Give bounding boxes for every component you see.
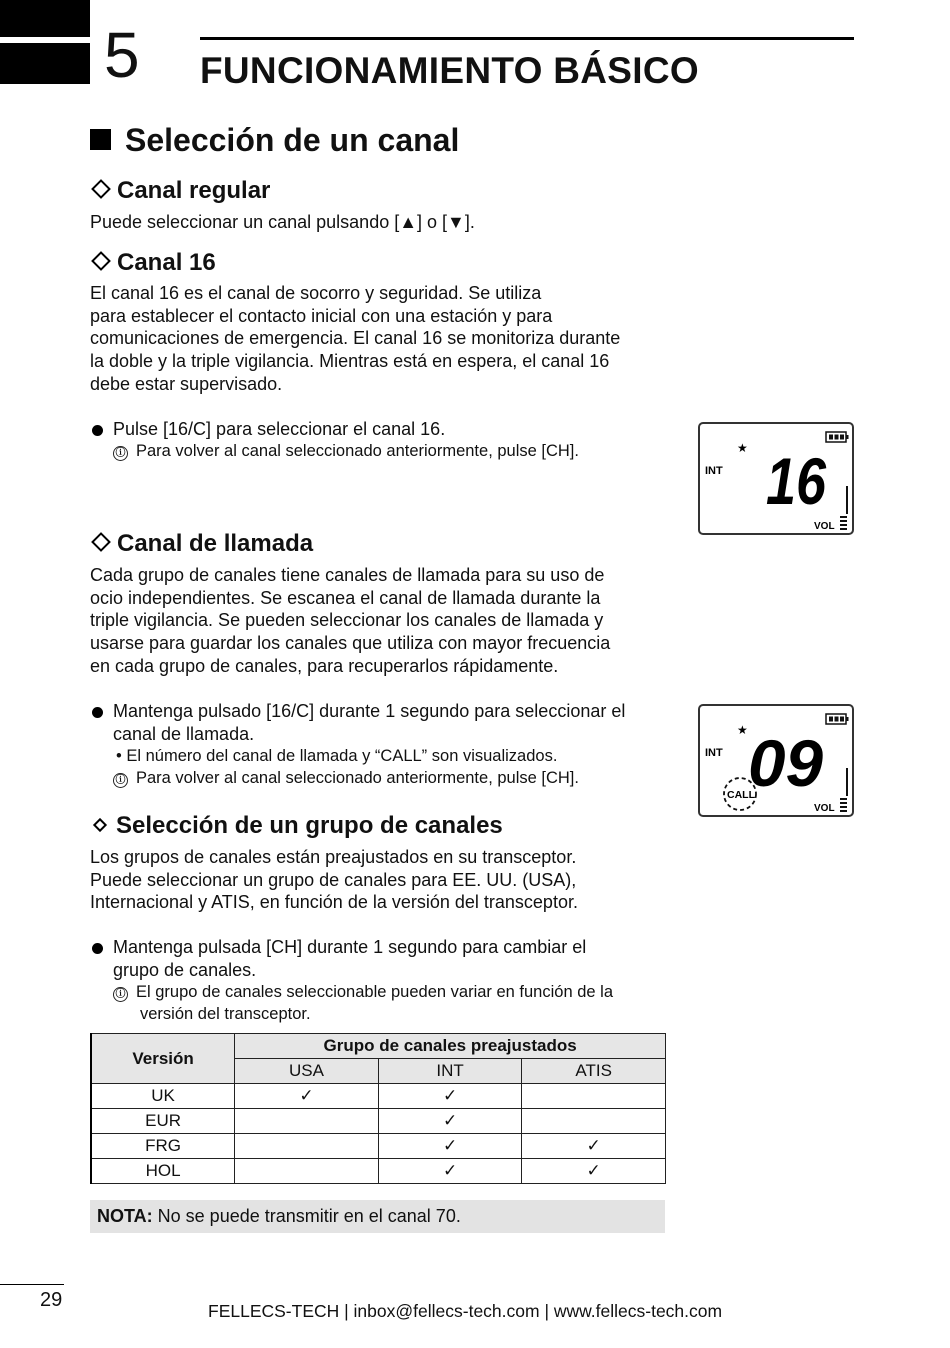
lcd-label-vol: VOL bbox=[814, 521, 835, 532]
lcd-label-int: INT bbox=[705, 747, 723, 759]
bullet-text: Pulse [16/C] para seleccionar el canal 16. bbox=[113, 419, 446, 439]
heading-canal-16-text: Canal 16 bbox=[117, 249, 216, 276]
bullet-text-line: canal de llamada. bbox=[113, 724, 255, 744]
lcd-channel-digits: 16 bbox=[766, 444, 828, 518]
lcd-channel-digits: 09 bbox=[748, 726, 824, 800]
battery-icon bbox=[826, 432, 849, 442]
grupo-bullet bbox=[90, 936, 680, 1025]
info-note bbox=[113, 441, 670, 463]
canal-regular-text: Puede seleccionar un canal pulsando [▲] o [▼]. bbox=[90, 212, 475, 232]
info-note bbox=[113, 982, 680, 1004]
grupo-paragraph bbox=[90, 846, 578, 914]
section-title bbox=[90, 120, 459, 160]
canal-de-llamada-bullet bbox=[90, 700, 680, 789]
section-title-text: Selección de un canal bbox=[125, 122, 460, 158]
bullet-dot-icon bbox=[92, 425, 103, 436]
table-row bbox=[91, 1109, 666, 1134]
lcd-label-int: INT bbox=[705, 465, 723, 477]
paragraph-line: debe estar supervisado. bbox=[90, 373, 283, 394]
call-indicator bbox=[724, 778, 756, 810]
diamond-icon bbox=[93, 818, 107, 832]
table-header-version: Versión bbox=[91, 1034, 235, 1084]
paragraph-line: El canal 16 es el canal de socorro y seguridad. Se utiliza bbox=[90, 283, 542, 303]
bullet-text-line: Mantenga pulsada [CH] durante 1 segundo para cambiar el bbox=[113, 937, 587, 957]
table-cell: ✓ bbox=[378, 1134, 522, 1159]
paragraph-line: Internacional y ATIS, en función de la versión del transceptor. bbox=[90, 892, 578, 913]
table-cell-version: FRG bbox=[91, 1134, 235, 1159]
info-icon: ⓘ bbox=[113, 773, 128, 788]
bullet-dot-icon bbox=[92, 707, 103, 718]
heading-canal-16 bbox=[90, 248, 216, 278]
star-icon: ★ bbox=[737, 441, 748, 455]
heading-canal-de-llamada bbox=[90, 529, 313, 559]
canal-16-paragraph bbox=[90, 282, 620, 396]
info-text-line: El grupo de canales seleccionable pueden variar en función de la bbox=[136, 983, 613, 1001]
note-label: NOTA: bbox=[97, 1206, 153, 1226]
lcd-label-call: CALL bbox=[727, 789, 755, 801]
info-text: Para volver al canal seleccionado anteriormente, pulse [CH]. bbox=[136, 768, 579, 787]
table-row bbox=[91, 1084, 666, 1109]
square-bullet-icon bbox=[90, 129, 111, 150]
battery-icon bbox=[826, 714, 849, 724]
info-text-line: versión del transceptor. bbox=[140, 1004, 311, 1023]
info-icon: ⓘ bbox=[113, 446, 128, 461]
table-cell: ✓ bbox=[522, 1134, 666, 1159]
table-row bbox=[91, 1134, 666, 1159]
table-cell: ✓ bbox=[378, 1084, 522, 1109]
chapter-number: 5 bbox=[104, 19, 140, 91]
bullet-text-line: grupo de canales. bbox=[113, 960, 257, 980]
table-cell-version: UK bbox=[91, 1084, 235, 1109]
table-cell: ✓ bbox=[522, 1159, 666, 1184]
paragraph-line: para establecer el contacto inicial con una estación y para bbox=[90, 305, 553, 326]
note-text: No se puede transmitir en el canal 70. bbox=[152, 1206, 461, 1226]
channel-group-table bbox=[90, 1033, 666, 1184]
volume-level-icon bbox=[840, 486, 848, 530]
table-cell bbox=[235, 1134, 379, 1159]
table-column-usa: USA bbox=[235, 1059, 379, 1084]
paragraph-line: triple vigilancia. Se pueden seleccionar los canales de llamada y bbox=[90, 610, 604, 631]
heading-canal-regular-text: Canal regular bbox=[117, 177, 271, 204]
table-cell: ✓ bbox=[378, 1109, 522, 1134]
diamond-icon bbox=[91, 251, 111, 271]
volume-level-icon bbox=[840, 768, 848, 812]
canal-de-llamada-paragraph bbox=[90, 564, 610, 678]
paragraph-line: Cada grupo de canales tiene canales de llamada para su uso de bbox=[90, 565, 605, 585]
table-cell-version: HOL bbox=[91, 1159, 235, 1184]
footer-rule bbox=[0, 1284, 64, 1285]
info-text: Para volver al canal seleccionado anteriormente, pulse [CH]. bbox=[136, 442, 579, 460]
heading-grupo-de-canales-text: Selección de un grupo de canales bbox=[116, 812, 503, 839]
paragraph-line: Puede seleccionar un grupo de canales para EE. UU. (USA), bbox=[90, 869, 577, 890]
lcd-display-channel-16 bbox=[698, 422, 854, 535]
heading-grupo-de-canales bbox=[90, 811, 503, 841]
heading-canal-regular bbox=[90, 176, 270, 206]
chapter-tab-gap bbox=[0, 37, 90, 43]
lcd-label-vol: VOL bbox=[814, 803, 835, 814]
table-header-group: Grupo de canales preajustados bbox=[235, 1034, 666, 1059]
note-box bbox=[90, 1200, 665, 1233]
diamond-icon bbox=[91, 179, 111, 199]
table-cell bbox=[235, 1159, 379, 1184]
canal-16-bullet bbox=[90, 418, 670, 463]
paragraph-line: ocio independientes. Se escanea el canal de llamada durante la bbox=[90, 587, 601, 608]
table-row bbox=[91, 1159, 666, 1184]
lcd-display-graphic bbox=[700, 706, 852, 815]
table-column-int: INT bbox=[378, 1059, 522, 1084]
table-cell bbox=[522, 1109, 666, 1134]
table-cell: ✓ bbox=[235, 1084, 379, 1109]
info-icon: ⓘ bbox=[113, 987, 128, 1002]
sub-bullet-text: • El número del canal de llamada y “CALL” son visualizados. bbox=[116, 747, 558, 765]
bullet-text-line: Mantenga pulsado [16/C] durante 1 segundo para seleccionar el bbox=[113, 701, 626, 721]
lcd-display-graphic bbox=[700, 424, 852, 533]
star-icon: ★ bbox=[737, 723, 748, 737]
footer-text: FELLECS-TECH | inbox@fellecs-tech.com | www.fellecs-tech.com bbox=[208, 1301, 723, 1321]
heading-canal-de-llamada-text: Canal de llamada bbox=[117, 530, 314, 557]
paragraph-line: en cada grupo de canales, para recuperarlos rápidamente. bbox=[90, 655, 559, 676]
paragraph-line: Los grupos de canales están preajustados en su transceptor. bbox=[90, 847, 577, 867]
info-note bbox=[113, 768, 680, 790]
table-cell: ✓ bbox=[378, 1159, 522, 1184]
paragraph-line: la doble y la triple vigilancia. Mientras está en espera, el canal 16 bbox=[90, 351, 610, 372]
table-cell-version: EUR bbox=[91, 1109, 235, 1134]
chapter-title: FUNCIONAMIENTO BÁSICO bbox=[200, 50, 699, 91]
table-cell bbox=[235, 1109, 379, 1134]
page-number: 29 bbox=[40, 1289, 63, 1311]
paragraph-line: usarse para guardar los canales que utiliza con mayor frecuencia bbox=[90, 633, 611, 654]
paragraph-line: comunicaciones de emergencia. El canal 16 se monitoriza durante bbox=[90, 328, 621, 349]
lcd-display-channel-09 bbox=[698, 704, 854, 817]
table-cell bbox=[522, 1084, 666, 1109]
bullet-dot-icon bbox=[92, 943, 103, 954]
chapter-rule bbox=[200, 37, 854, 40]
table-column-atis: ATIS bbox=[522, 1059, 666, 1084]
diamond-icon bbox=[91, 532, 111, 552]
